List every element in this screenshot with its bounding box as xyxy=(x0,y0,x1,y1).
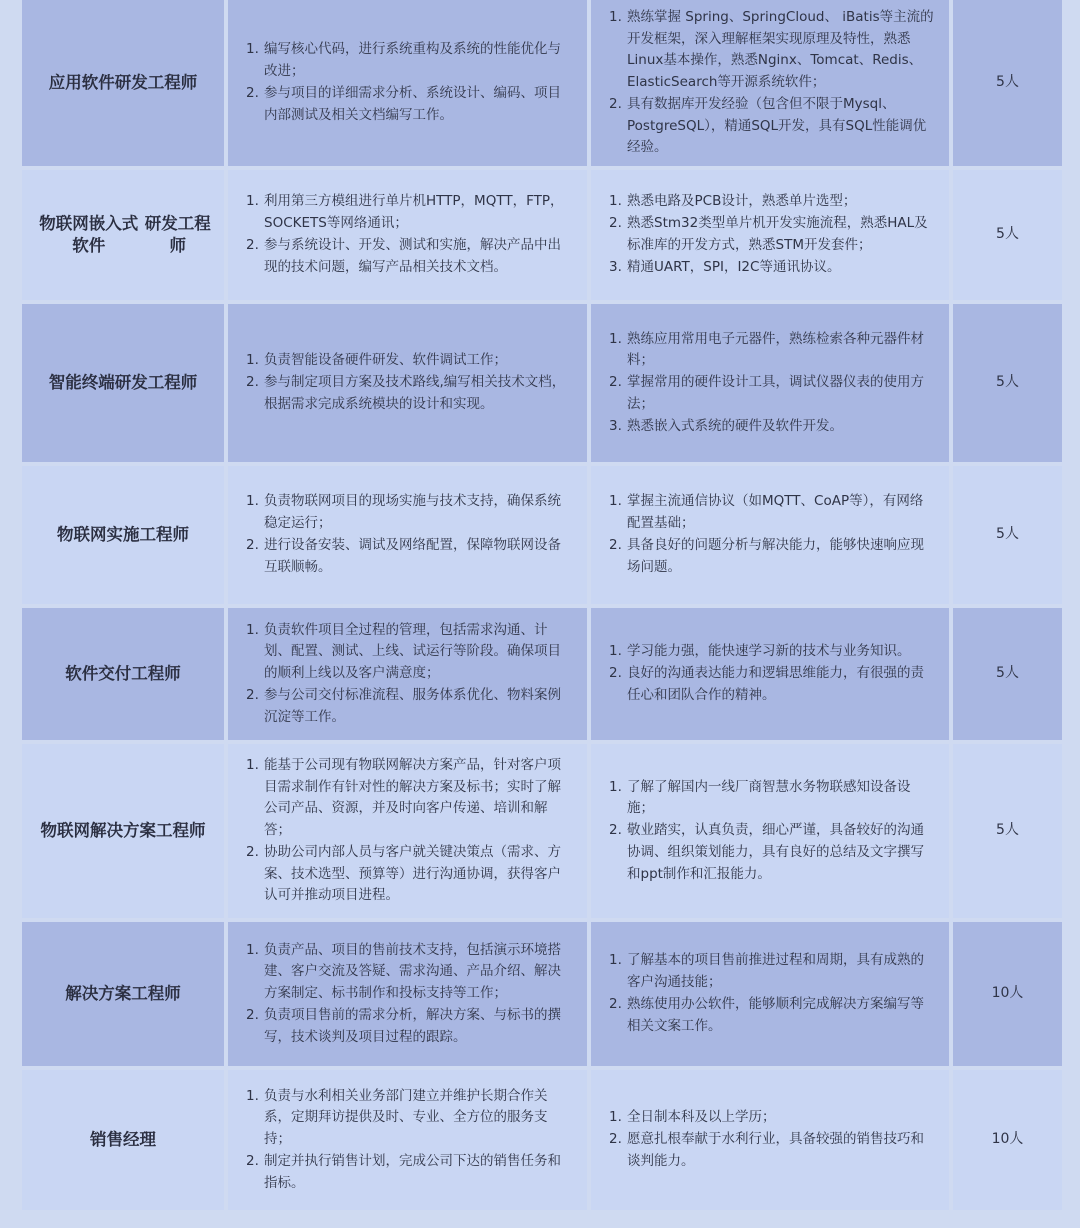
item-number: 2. xyxy=(609,665,622,682)
duties-list xyxy=(246,350,573,415)
job-requirements xyxy=(591,608,949,740)
list-item xyxy=(246,620,573,685)
requirements-list xyxy=(609,329,935,438)
item-number: 1. xyxy=(246,621,259,638)
duties-list xyxy=(246,940,573,1049)
list-item xyxy=(609,7,935,94)
job-row xyxy=(22,1070,1062,1210)
recruitment-table xyxy=(22,0,1062,1214)
item-text: 掌握主流通信协议（如MQTT、CoAP等），有网络配置基础； xyxy=(627,493,924,532)
job-requirements xyxy=(591,0,949,166)
item-number: 1. xyxy=(609,493,622,510)
item-number: 2. xyxy=(246,843,259,860)
item-number: 1. xyxy=(609,1109,622,1126)
list-item xyxy=(609,191,935,213)
job-row xyxy=(22,608,1062,740)
job-duties xyxy=(228,304,587,462)
job-title xyxy=(22,466,224,604)
item-text: 熟悉Stm32类型单片机开发实施流程，熟悉HAL及标准库的开发方式，熟悉STM开发套件； xyxy=(627,215,928,253)
item-number: 1. xyxy=(246,941,259,958)
item-text: 具备良好的问题分析与解决能力，能够快速响应现场问题。 xyxy=(627,537,924,575)
list-item xyxy=(246,1086,573,1151)
job-title xyxy=(22,170,224,300)
item-number: 1. xyxy=(246,352,259,369)
item-text: 熟练掌握 Spring、SpringCloud、 iBatis等主流的开发框架，深入理解框架实现原理及特性，熟悉Linux基本操作，熟悉Nginx、Tomcat、Redis、ElasticSearch等开源系统软件； xyxy=(627,8,934,91)
job-duties xyxy=(228,922,587,1066)
item-number: 1. xyxy=(609,330,622,347)
item-text: 精通UART，SPI，I2C等通讯协议。 xyxy=(627,258,841,275)
job-title xyxy=(22,922,224,1066)
item-text: 负责与水利相关业务部门建立并维护长期合作关系，定期拜访提供及时、专业、全方位的服务支持； xyxy=(264,1087,548,1148)
item-text: 参与公司交付标准流程、服务体系优化、物料案例沉淀等工作。 xyxy=(264,686,561,725)
item-text: 利用第三方模组进行单片机HTTP，MQTT，FTP，SOCKETS等网络通讯； xyxy=(264,193,564,232)
item-text: 学习能力强，能快速学习新的技术与业务知识。 xyxy=(627,643,911,660)
item-text: 熟悉嵌入式系统的硬件及软件开发。 xyxy=(627,417,843,434)
job-title-line: 工程师 xyxy=(156,821,206,840)
job-title-line: 解决方案工程师 xyxy=(65,984,181,1003)
item-text: 负责软件项目全过程的管理，包括需求沟通、计划、配置、测试、上线、试运行等阶段。确保项目的顺利上线以及客户满意度； xyxy=(264,621,561,682)
list-item xyxy=(246,235,573,279)
list-item xyxy=(246,755,573,842)
job-title xyxy=(22,304,224,462)
job-duties xyxy=(228,608,587,740)
job-title-line: 物联网实施工程师 xyxy=(57,525,189,544)
job-title xyxy=(22,744,224,918)
list-item xyxy=(609,663,935,707)
job-row xyxy=(22,0,1062,166)
item-number: 2. xyxy=(609,95,622,112)
job-requirements xyxy=(591,744,949,918)
list-item xyxy=(246,1005,573,1049)
item-number: 2. xyxy=(609,374,622,391)
list-item xyxy=(609,372,935,416)
item-number: 1. xyxy=(246,1087,259,1104)
item-text: 协助公司内部人员与客户就关键决策点（需求、方案、技术选型、预算等）进行沟通协调，获得客户认可并推动项目进程。 xyxy=(264,843,561,904)
job-row xyxy=(22,922,1062,1066)
job-title-line: 智能终端研发工程师 xyxy=(48,373,198,392)
item-text: 掌握常用的硬件设计工具，调试仪器仪表的使用方法； xyxy=(627,374,924,412)
job-row xyxy=(22,744,1062,918)
item-text: 负责智能设备硬件研发、软件调试工作； xyxy=(264,352,507,369)
item-number: 2. xyxy=(609,996,622,1012)
item-text: 熟练应用常用电子元器件，熟练检索各种元器件材料； xyxy=(627,330,924,369)
item-text: 良好的沟通表达能力和逻辑思维能力，有很强的责任心和团队合作的精神。 xyxy=(627,665,924,703)
item-text: 参与系统设计、开发、测试和实施，解决产品中出现的技术问题，编写产品相关技术文档。 xyxy=(264,237,561,275)
item-text: 制定并执行销售计划，完成公司下达的销售任务和指标。 xyxy=(264,1152,561,1191)
job-title-line: 物联网解决方案 xyxy=(40,821,156,840)
item-number: 2. xyxy=(246,374,259,391)
item-number: 2. xyxy=(246,237,259,253)
job-duties xyxy=(228,0,587,166)
list-item xyxy=(609,641,935,663)
item-number: 1. xyxy=(246,193,259,210)
item-text: 全日制本科及以上学历； xyxy=(627,1109,776,1126)
item-number: 1. xyxy=(246,756,259,773)
item-number: 1. xyxy=(609,8,622,25)
requirements-list xyxy=(609,641,935,706)
duties-list xyxy=(246,755,573,908)
item-number: 2. xyxy=(609,822,622,839)
list-item xyxy=(609,94,935,159)
list-item xyxy=(246,83,573,127)
duties-list xyxy=(246,39,573,126)
list-item xyxy=(246,372,573,416)
requirements-list xyxy=(609,777,935,886)
item-number: 1. xyxy=(609,643,622,660)
list-item xyxy=(609,950,935,994)
item-text: 负责物联网项目的现场实施与技术支持，确保系统稳定运行； xyxy=(264,493,561,532)
item-number: 1. xyxy=(609,193,622,210)
list-item xyxy=(609,257,935,279)
list-item xyxy=(609,1107,935,1129)
list-item xyxy=(246,1151,573,1195)
item-number: 1. xyxy=(609,952,622,969)
list-item xyxy=(609,777,935,821)
headcount: 5人 xyxy=(953,0,1062,166)
list-item xyxy=(609,820,935,885)
job-title xyxy=(22,0,224,166)
item-text: 愿意扎根奉献于水利行业，具备较强的销售技巧和谈判能力。 xyxy=(627,1131,924,1169)
list-item xyxy=(609,491,935,535)
job-title-line: 软件交付工程师 xyxy=(65,664,181,683)
list-item xyxy=(246,842,573,907)
item-number: 3. xyxy=(609,258,622,275)
job-row xyxy=(22,170,1062,300)
list-item xyxy=(246,191,573,235)
list-item xyxy=(246,350,573,372)
job-requirements xyxy=(591,170,949,300)
job-duties xyxy=(228,466,587,604)
item-number: 2. xyxy=(246,85,259,101)
job-requirements xyxy=(591,1070,949,1210)
duties-list xyxy=(246,491,573,578)
item-text: 负责项目售前的需求分析，解决方案、与标书的撰写，技术谈判及项目过程的跟踪。 xyxy=(264,1006,561,1045)
item-number: 2. xyxy=(609,537,622,553)
headcount: 5人 xyxy=(953,608,1062,740)
headcount: 5人 xyxy=(953,466,1062,604)
job-title-line: 应用软件研发工程师 xyxy=(48,73,198,92)
job-row xyxy=(22,304,1062,462)
item-number: 1. xyxy=(246,41,259,58)
item-number: 2. xyxy=(246,686,259,703)
list-item xyxy=(609,213,935,257)
item-number: 1. xyxy=(246,493,259,510)
requirements-list xyxy=(609,7,935,160)
item-number: 2. xyxy=(246,1006,259,1023)
list-item xyxy=(246,685,573,729)
headcount: 10人 xyxy=(953,922,1062,1066)
list-item xyxy=(609,535,935,579)
duties-list xyxy=(246,620,573,729)
item-number: 2. xyxy=(246,1152,259,1169)
list-item xyxy=(609,329,935,373)
list-item xyxy=(609,1129,935,1173)
list-item xyxy=(609,416,935,438)
item-text: 负责产品、项目的售前技术支持，包括演示环境搭建、客户交流及答疑、需求沟通、产品介绍、解决方案制定、标书制作和投标支持等工作； xyxy=(264,941,561,1002)
headcount: 5人 xyxy=(953,170,1062,300)
list-item xyxy=(609,994,935,1038)
item-text: 编写核心代码，进行系统重构及系统的性能优化与改进； xyxy=(264,41,561,80)
job-title-line: 物联网嵌入式软件 xyxy=(39,214,139,255)
item-number: 1. xyxy=(609,778,622,795)
job-requirements xyxy=(591,304,949,462)
item-number: 2. xyxy=(609,215,622,232)
list-item xyxy=(246,535,573,579)
job-title-line: 研发工程师 xyxy=(144,214,211,255)
headcount: 5人 xyxy=(953,304,1062,462)
headcount: 10人 xyxy=(953,1070,1062,1210)
item-text: 参与制定项目方案及技术路线,编写相关技术文档，根据需求完成系统模块的设计和实现。 xyxy=(264,374,566,412)
job-title-line: 销售经理 xyxy=(90,1130,156,1149)
requirements-list xyxy=(609,491,935,578)
requirements-list xyxy=(609,950,935,1037)
duties-list xyxy=(246,1086,573,1195)
job-duties xyxy=(228,170,587,300)
headcount: 5人 xyxy=(953,744,1062,918)
job-title xyxy=(22,608,224,740)
item-text: 敬业踏实，认真负责，细心严谨，具备较好的沟通协调、组织策划能力，具有良好的总结及文字撰写和ppt制作和汇报能力。 xyxy=(627,822,924,882)
requirements-list xyxy=(609,1107,935,1172)
item-text: 熟悉电路及PCB设计，熟悉单片选型； xyxy=(627,193,857,210)
requirements-list xyxy=(609,191,935,278)
item-number: 2. xyxy=(246,537,259,553)
item-number: 3. xyxy=(609,417,622,434)
item-text: 了解基本的项目售前推进过程和周期，具有成熟的客户沟通技能； xyxy=(627,952,924,991)
job-row xyxy=(22,466,1062,604)
job-title xyxy=(22,1070,224,1210)
job-requirements xyxy=(591,922,949,1066)
list-item xyxy=(246,491,573,535)
item-text: 熟练使用办公软件，能够顺利完成解决方案编写等相关文案工作。 xyxy=(627,996,924,1034)
list-item xyxy=(246,39,573,83)
job-duties xyxy=(228,1070,587,1210)
item-text: 能基于公司现有物联网解决方案产品，针对客户项目需求制作有针对性的解决方案及标书；实时了解公司产品、资源，并及时向客户传递、培训和解答； xyxy=(264,756,561,839)
job-requirements xyxy=(591,466,949,604)
duties-list xyxy=(246,191,573,278)
list-item xyxy=(246,940,573,1005)
item-text: 进行设备安装、调试及网络配置，保障物联网设备互联顺畅。 xyxy=(264,537,561,575)
item-text: 具有数据库开发经验（包含但不限于Mysql、PostgreSQL），精通SQL开发，具有SQL性能调优经验。 xyxy=(627,95,927,156)
job-duties xyxy=(228,744,587,918)
item-number: 2. xyxy=(609,1131,622,1148)
item-text: 了解了解国内一线厂商智慧水务物联感知设备设施； xyxy=(627,778,911,817)
item-text: 参与项目的详细需求分析、系统设计、编码、项目内部测试及相关文档编写工作。 xyxy=(264,85,561,123)
